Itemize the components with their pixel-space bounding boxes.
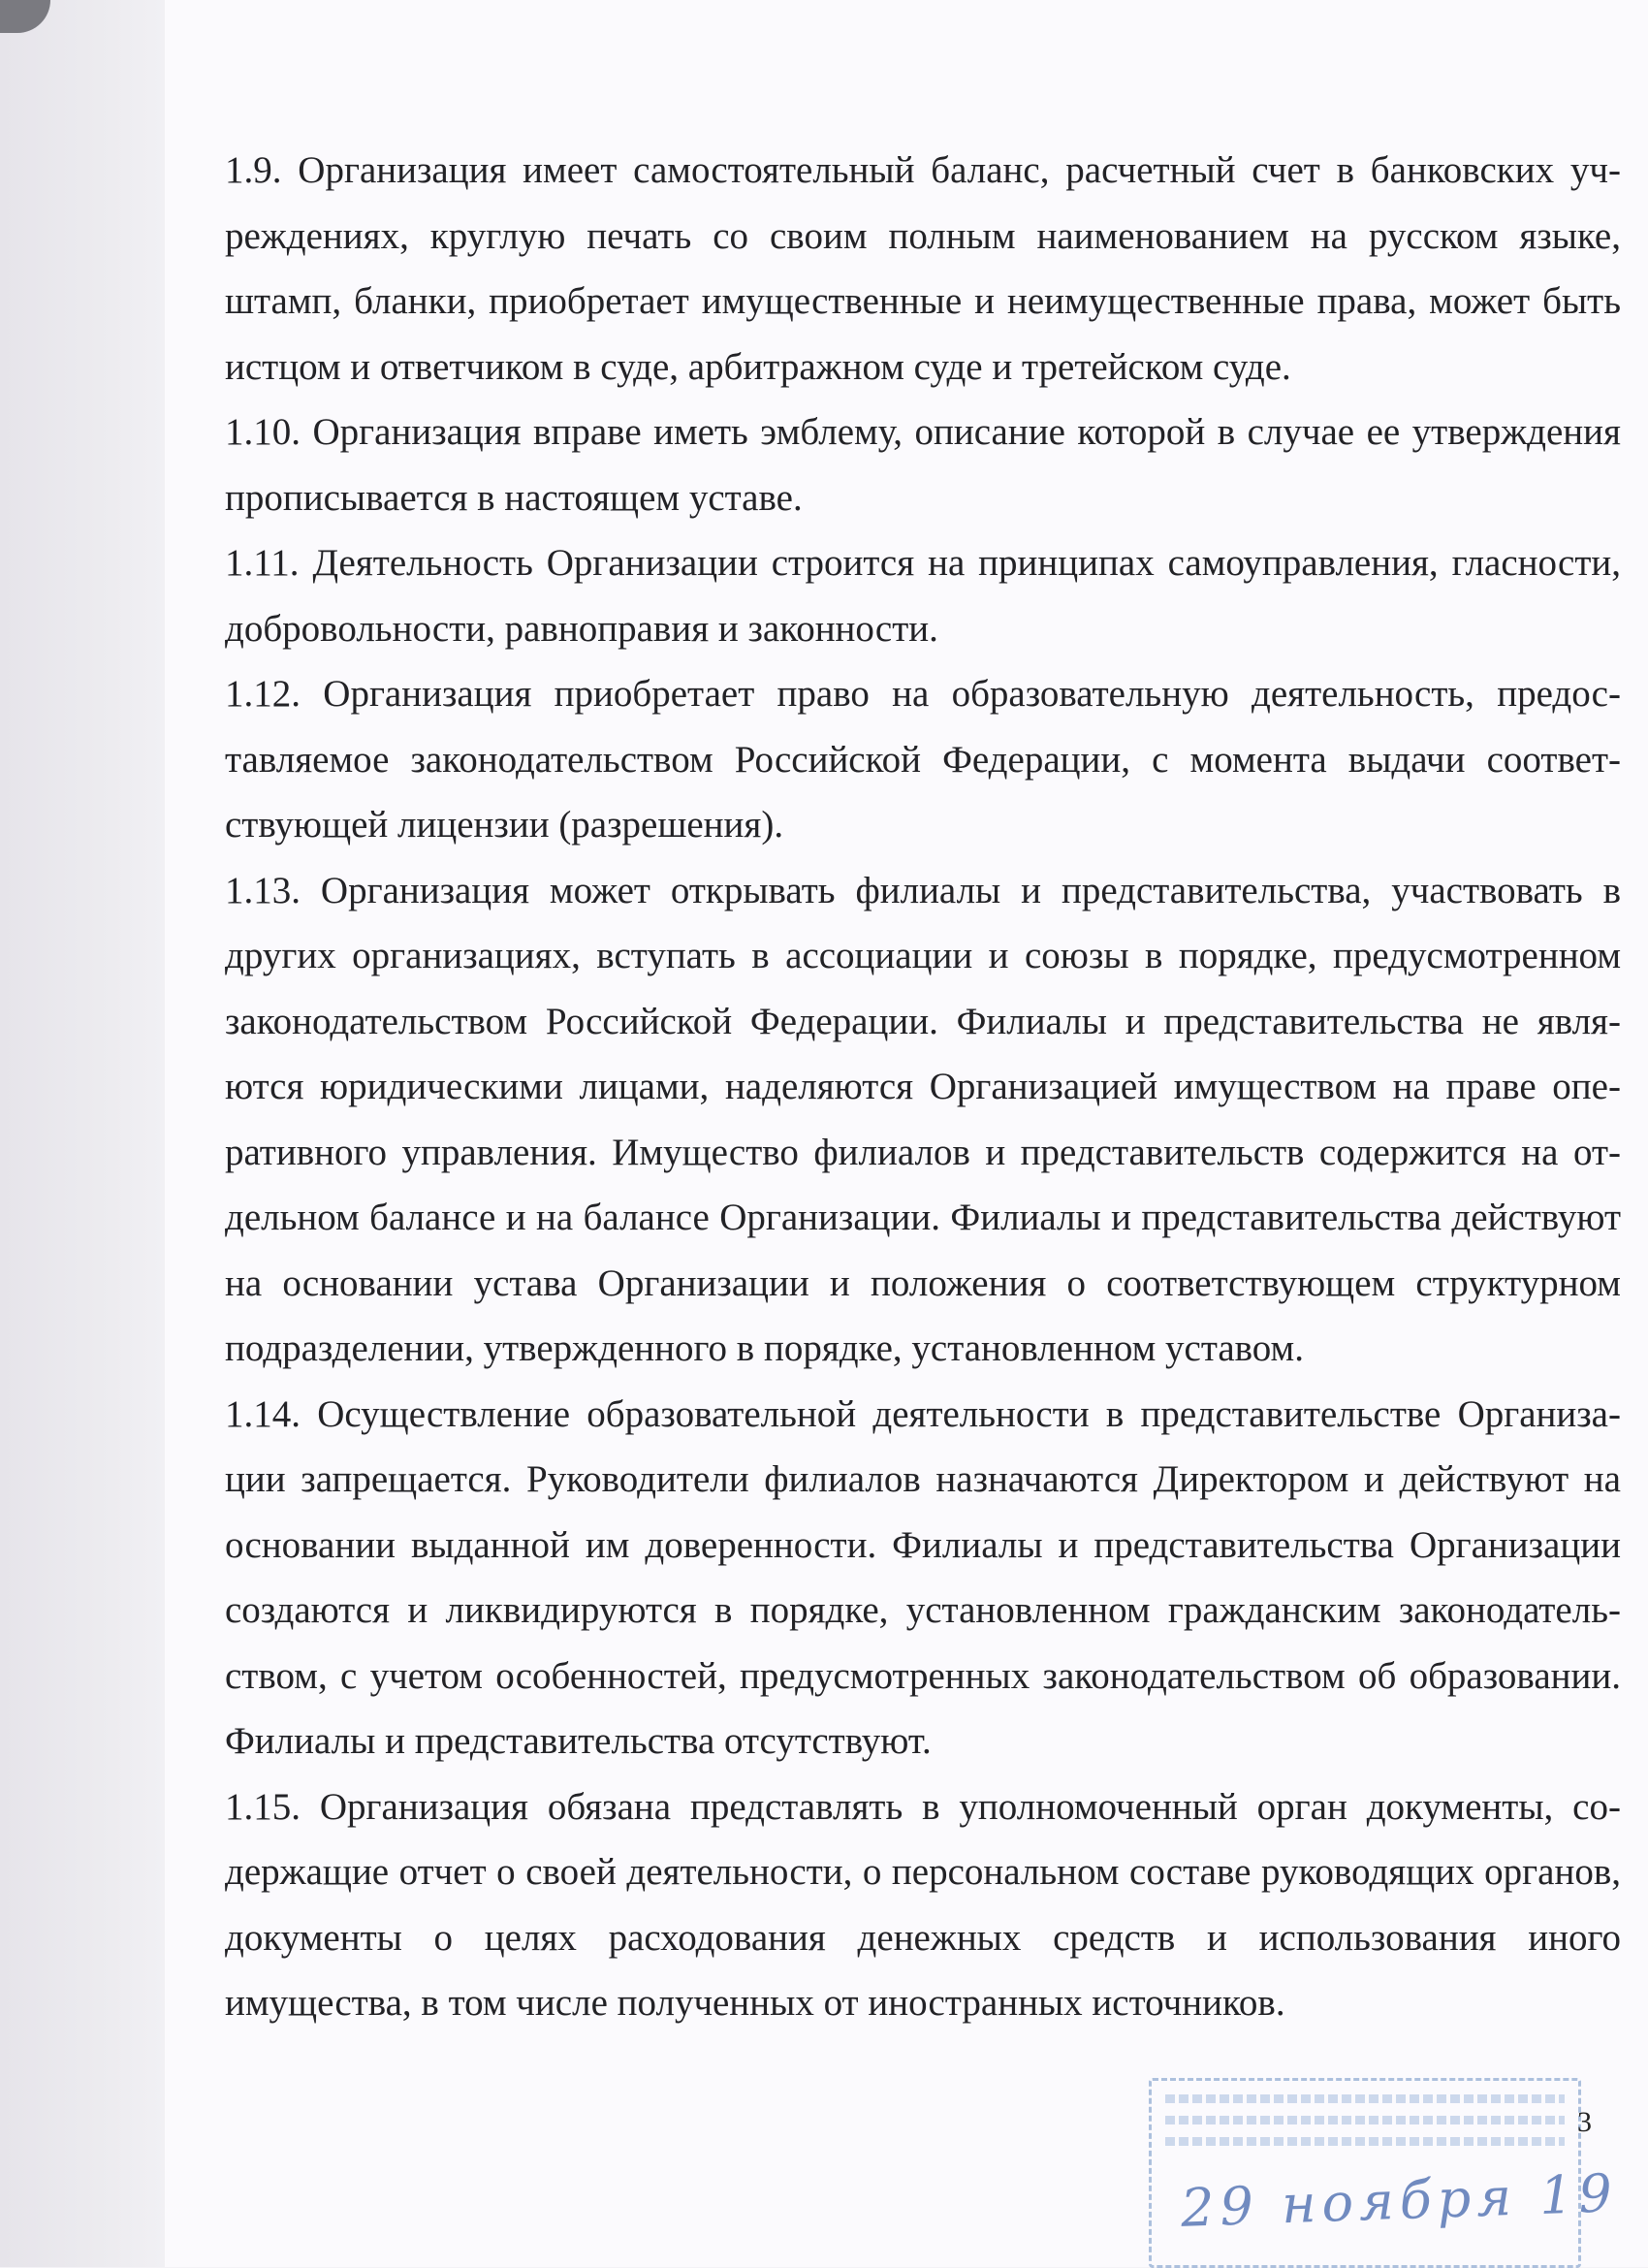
handwritten-date: 29 ноября 19 <box>1180 2162 1619 2239</box>
page-number: 3 <box>1577 2106 1592 2138</box>
stamp-line <box>1165 2116 1565 2124</box>
paragraph-1-10: 1.10. Организация вправе иметь эмблему, описание которой в случае ее утверждения прописывается в настоящем уставе. <box>225 411 1621 519</box>
scan-left-margin <box>0 0 165 2267</box>
scan-corner-mark <box>0 0 50 33</box>
paragraph-1-11: 1.11. Деятельность Организации строится на принципах самоуправления, гласности, добровольности, равноправия и законности. <box>225 542 1621 650</box>
paragraph-1-14: 1.14. Осуществление образовательной деятельности в представительстве Организации запрещается. Руководители филиалов назначаются Директором и действуют на основании выданной им доверенности. Филиалы и представительства Организации создаются и ликвидируются в порядке, установленном гражданским законодательством, с учетом особенностей, предусмотренных законодательством об образовании. Филиалы и представительства отсутствуют. <box>225 1392 1621 1762</box>
stamp-text-lines <box>1165 2094 1565 2158</box>
stamp-line <box>1165 2137 1565 2146</box>
paragraph-1-13: 1.13. Организация может открывать филиалы и представительства, участвовать в других организациях, вступать в ассоциации и союзы в порядке, предусмотренном законодательством Российской Федерации. Филиалы и представительства не являются юридическими лицами, наделяются Организацией имуществом на праве оперативного управления. Имущество филиалов и представительств содержится на отдельном балансе и на балансе Организации. Филиалы и представительства действуют на основании устава Организации и положения о соответствующем структурном подразделении, утвержденного в порядке, установленном уставом. <box>225 869 1621 1369</box>
paragraph-1-9: 1.9. Организация имеет самостоятельный баланс, расчетный счет в банковских учреждениях, круглую печать со своим полным наименованием на русском языке, штамп, бланки, приобретает имущественные и неимущественные права, может быть истцом и ответчиком в суде, арбитражном суде и третейском суде. <box>225 149 1621 388</box>
document-page <box>165 0 1648 2267</box>
document-body <box>225 138 1621 2036</box>
paragraph-1-12: 1.12. Организация приобретает право на образовательную деятельность, предоставляемое законодательством Российской Федерации, с момента выдачи соответствующей лицензии (разрешения). <box>225 673 1621 846</box>
registration-stamp <box>1149 2078 1619 2268</box>
stamp-line <box>1165 2094 1565 2103</box>
paragraph-1-15: 1.15. Организация обязана представлять в уполномоченный орган документы, содержащие отчет о своей деятельности, о персональном составе руководящих органов, документы о целях расходования денежных средств и использования иного имущества, в том числе полученных от иностранных источников. <box>225 1785 1621 2024</box>
